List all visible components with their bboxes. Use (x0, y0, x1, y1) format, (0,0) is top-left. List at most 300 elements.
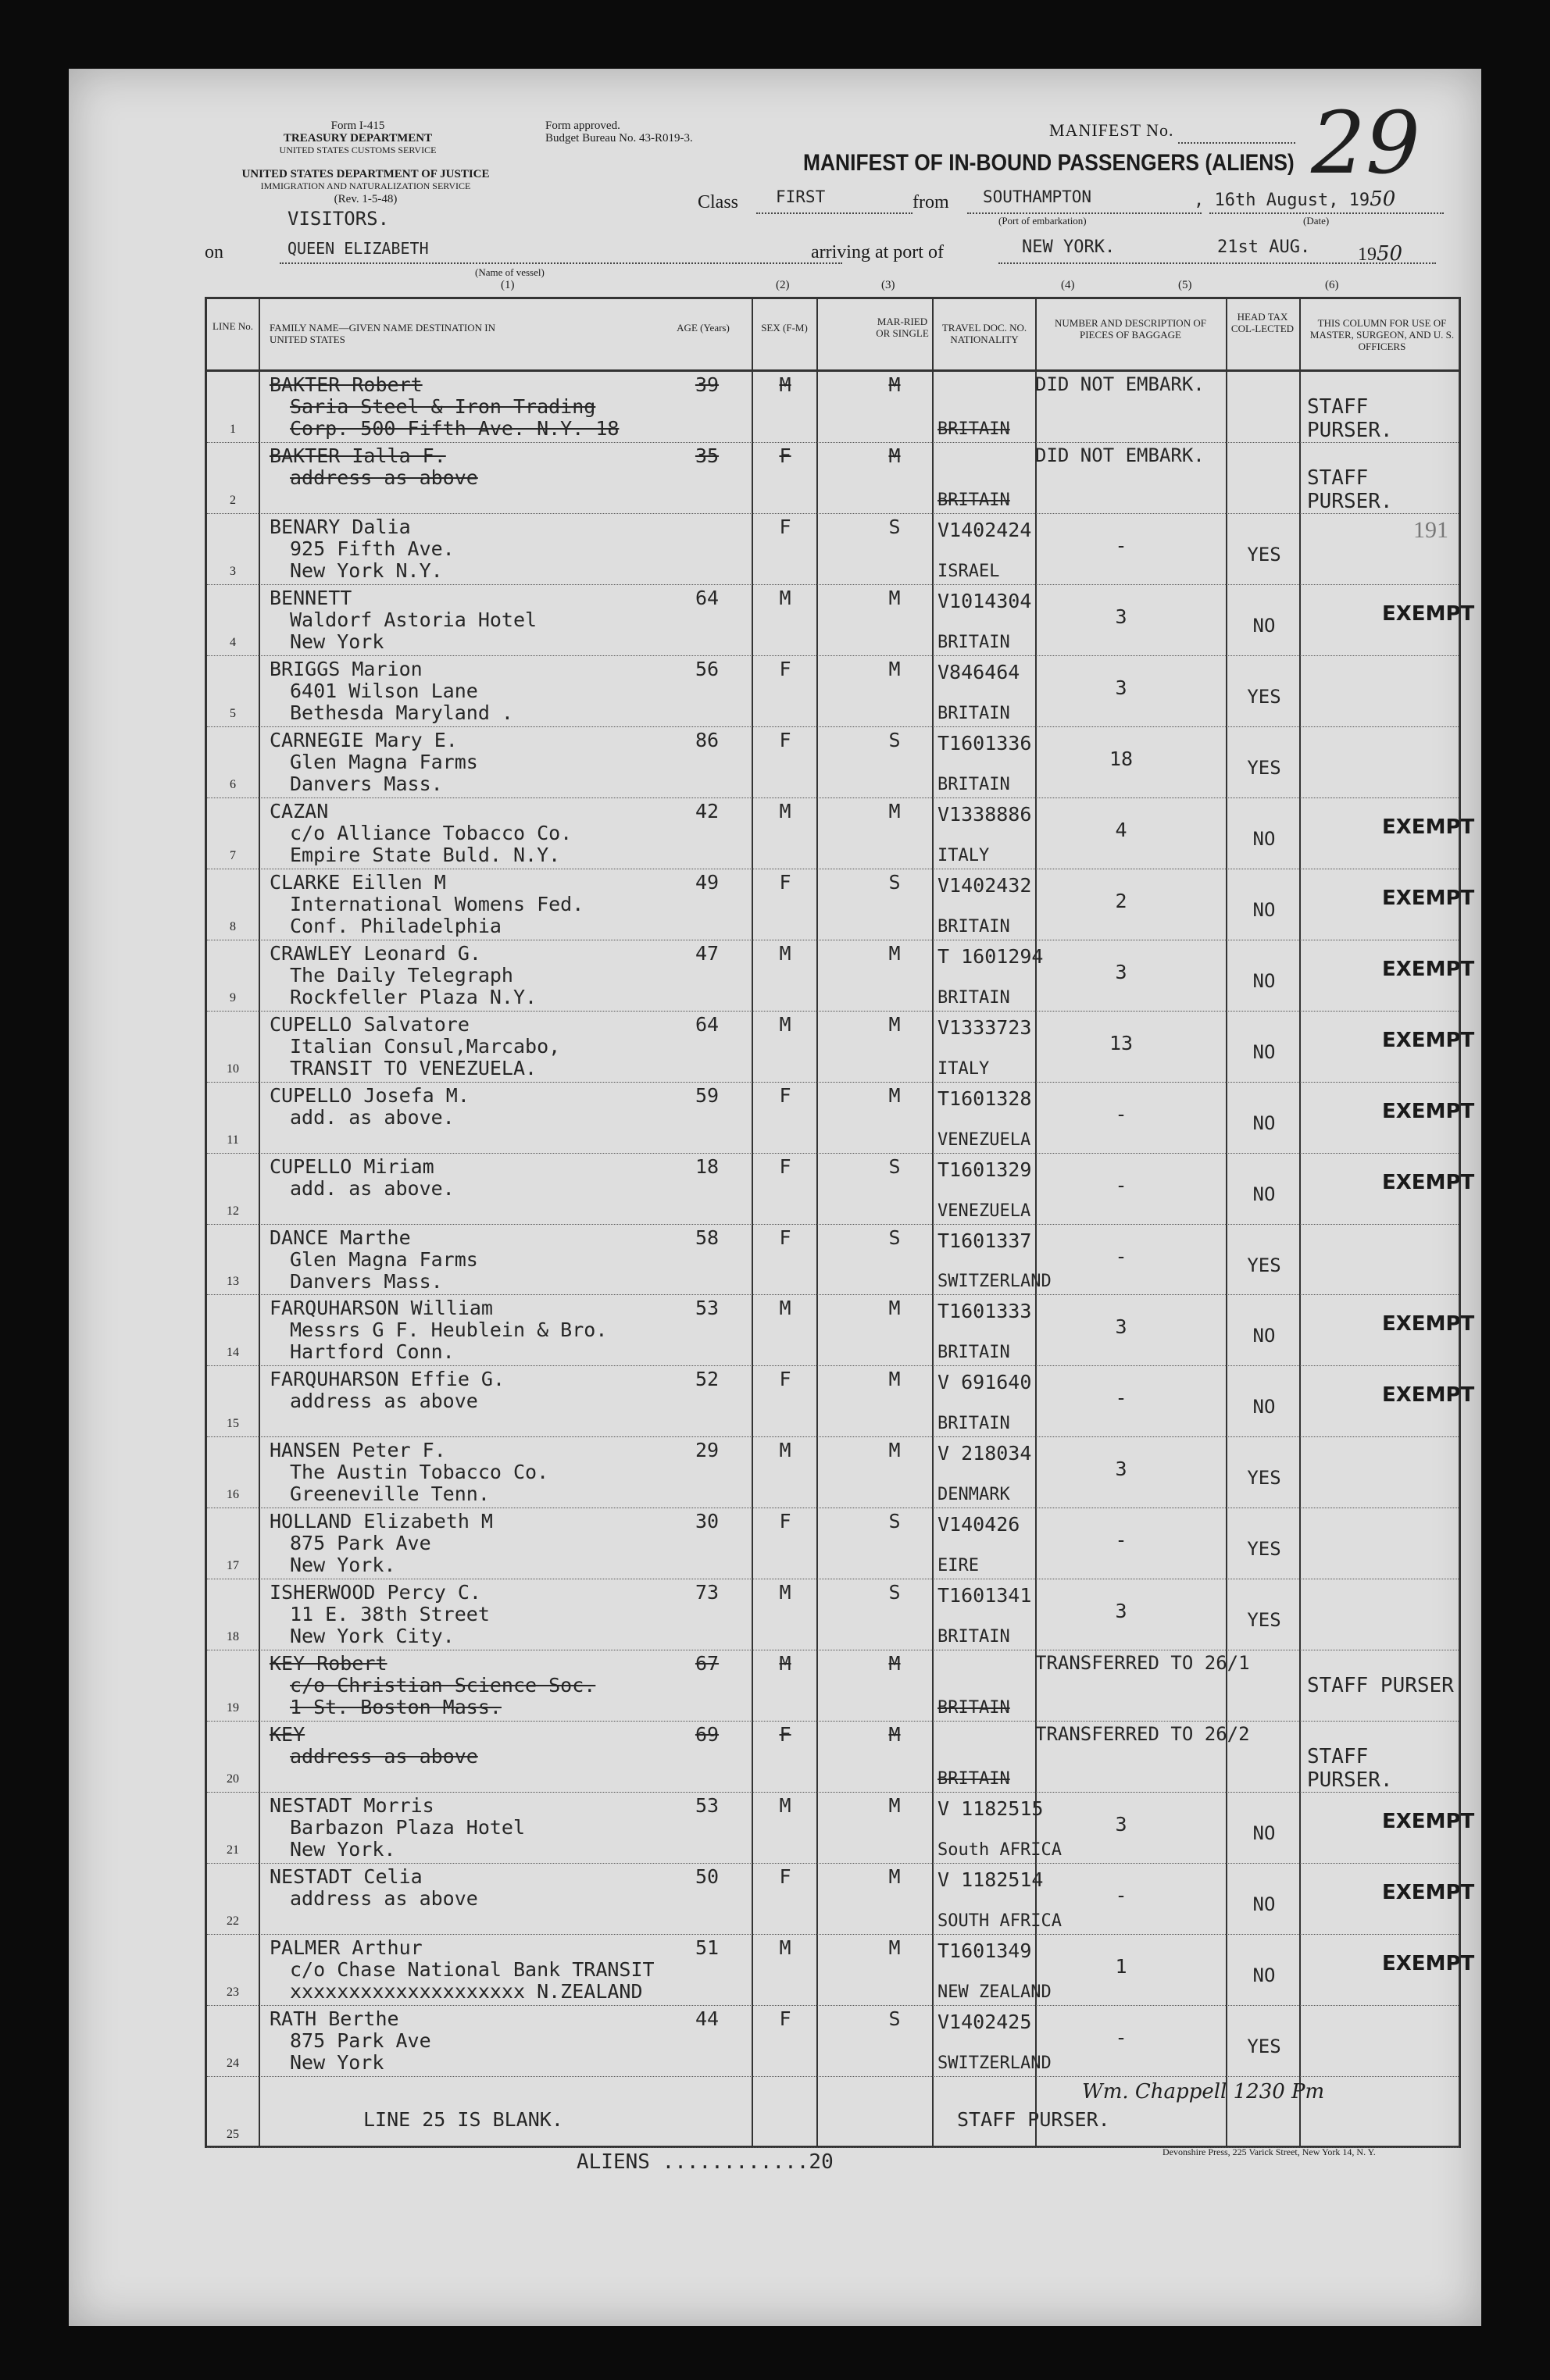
table-row (207, 1722, 1459, 1793)
passenger-name: HANSEN Peter F. (270, 1439, 446, 1462)
destination-line-2: Conf. Philadelphia (290, 914, 502, 937)
marital-status: S (888, 1154, 901, 1178)
class-value: FIRST (776, 187, 826, 206)
table-row (207, 1650, 1459, 1722)
travel-doc-number: V1402432 (938, 873, 1032, 897)
marital-status: M (888, 1865, 901, 1889)
sex: M (779, 1297, 791, 1320)
sex: M (779, 1012, 791, 1036)
passenger-name: BAKTER Ialla F. (270, 444, 446, 467)
age: 30 (695, 1510, 720, 1533)
age: 39 (695, 373, 720, 396)
line-number: 22 (227, 1914, 239, 1929)
officer-note: 191 (1413, 516, 1448, 543)
officer-note: EXEMPT (1382, 1810, 1475, 1834)
col-number-2: (2) (776, 279, 790, 291)
table-row (207, 1366, 1475, 1437)
travel-doc-number: V1402424 (938, 518, 1032, 541)
destination-line-1: Saria Steel & Iron Trading (290, 395, 596, 418)
table-row (207, 1295, 1475, 1366)
age: 59 (695, 1083, 720, 1107)
marital-status: M (888, 586, 901, 609)
header-age: AGE (Years) (677, 322, 730, 334)
officer-note: EXEMPT (1382, 601, 1475, 626)
destination-line-1: Messrs G F. Heublein & Bro. (290, 1318, 608, 1342)
manifest-page (69, 69, 1481, 2326)
head-tax: NO (1252, 614, 1276, 637)
sex: M (779, 941, 791, 965)
age: 29 (695, 1439, 720, 1462)
destination-line-1: address as above (290, 1745, 478, 1768)
head-tax: NO (1252, 1325, 1276, 1347)
baggage: 2 (1115, 889, 1127, 912)
line-number: 13 (227, 1275, 239, 1289)
destination-line-1: 11 E. 38th Street (290, 1603, 490, 1626)
nationality: BRITAIN (938, 703, 1010, 723)
marital-status: M (888, 941, 901, 965)
nationality: NEW ZEALAND (938, 1982, 1052, 2003)
baggage: 3 (1115, 960, 1127, 983)
marital-status: M (888, 1297, 901, 1320)
table-row (207, 1437, 1459, 1508)
age: 56 (695, 657, 720, 680)
from-label: from (912, 192, 949, 212)
on-label: on (205, 242, 223, 262)
line-number: 21 (227, 1843, 239, 1857)
line-number: 25 (227, 2127, 239, 2141)
col-number-3: (3) (881, 279, 895, 291)
head-tax: YES (1247, 1254, 1281, 1276)
nationality: BRITAIN (938, 987, 1010, 1008)
age: 69 (695, 1723, 720, 1747)
destination-line-1: The Austin Tobacco Co. (290, 1461, 549, 1484)
baggage: 1 (1115, 1955, 1127, 1979)
line-number: 4 (230, 635, 236, 649)
col-number-1: (1) (501, 279, 515, 291)
age: 18 (695, 1154, 720, 1178)
passenger-name: CRAWLEY Leonard G. (270, 941, 481, 965)
destination-line-2: Bethesda Maryland . (290, 701, 513, 724)
departure-date: , 16th August, 1950 (1194, 187, 1396, 211)
age: 42 (695, 799, 720, 822)
head-tax: YES (1247, 1467, 1281, 1490)
marital-status: M (888, 1723, 901, 1747)
baggage: 4 (1115, 818, 1127, 841)
inspector-signature-note: Wm. Chappell 1230 Pm (1082, 2080, 1325, 2104)
line-number: 7 (230, 848, 236, 862)
nationality: BRITAIN (938, 1698, 1010, 1718)
travel-doc-number: T1601336 (938, 731, 1032, 755)
nationality: BRITAIN (938, 1343, 1010, 1363)
destination-line-1: address as above (290, 1887, 478, 1911)
head-tax: NO (1252, 827, 1276, 850)
passenger-name: CLARKE Eillen M (270, 870, 446, 894)
sex: F (779, 870, 791, 894)
age: 52 (695, 1368, 720, 1391)
nationality: SWITZERLAND (938, 1272, 1052, 1292)
age: 44 (695, 2007, 720, 2031)
officer-note: STAFF PURSER. (1307, 395, 1393, 442)
manifest-no-label: MANIFEST No. (1049, 120, 1174, 140)
justice-dept: UNITED STATES DEPARTMENT OF JUSTICE (241, 168, 490, 180)
destination-line-1: Glen Magna Farms (290, 750, 478, 773)
customs-service: UNITED STATES CUSTOMS SERVICE (279, 145, 437, 155)
destination-line-1: International Womens Fed. (290, 892, 584, 915)
baggage: - (1115, 1386, 1127, 1410)
destination-line-1: address as above (290, 1390, 478, 1413)
manifest-number: 29 (1311, 93, 1420, 193)
baggage: 3 (1115, 605, 1127, 628)
line-25-blank-note (207, 2077, 1459, 2148)
table-row (207, 1508, 1459, 1579)
travel-doc-number: T 1601294 (938, 944, 1044, 968)
passenger-name: BENNETT (270, 586, 352, 609)
passenger-name: CUPELLO Salvatore (270, 1012, 470, 1036)
age: 50 (695, 1865, 720, 1889)
destination-line-1: Waldorf Astoria Hotel (290, 608, 538, 631)
marital-status: M (888, 1652, 901, 1675)
age: 51 (695, 1936, 720, 1960)
destination-line-2: New York. (290, 1554, 396, 1577)
vessel-caption: (Name of vessel) (475, 266, 545, 278)
passenger-name: ISHERWOOD Percy C. (270, 1581, 481, 1604)
passenger-name: FARQUHARSON William (270, 1297, 493, 1320)
line-number: 17 (227, 1559, 239, 1573)
marital-status: M (888, 373, 901, 396)
marital-status: S (888, 1510, 901, 1533)
printer-credit: Devonshire Press, 225 Varick Street, New York 14, N. Y. (1162, 2146, 1376, 2157)
travel-doc-number: V846464 (938, 660, 1020, 683)
baggage: 3 (1115, 1458, 1127, 1481)
nationality: BRITAIN (938, 1627, 1010, 1647)
line-number: 9 (230, 990, 236, 1004)
destination-line-1: Italian Consul,Marcabo, (290, 1034, 561, 1058)
officer-note: EXEMPT (1382, 1028, 1475, 1052)
sex: F (779, 657, 791, 680)
travel-doc-number: V 218034 (938, 1442, 1032, 1465)
passenger-name: FARQUHARSON Effie G. (270, 1368, 505, 1391)
arrival-port: NEW YORK. (1022, 237, 1116, 257)
destination-line-2: 1 St. Boston Mass. (290, 1696, 502, 1719)
passenger-name: CUPELLO Josefa M. (270, 1083, 470, 1107)
marital-status: M (888, 1012, 901, 1036)
passenger-name: PALMER Arthur (270, 1936, 423, 1960)
class-label: Class (698, 192, 739, 212)
head-tax: YES (1247, 543, 1281, 566)
baggage: - (1115, 533, 1127, 557)
table-row (207, 1012, 1475, 1083)
sex: F (779, 1723, 791, 1747)
treasury-dept: TREASURY DEPARTMENT (283, 132, 433, 145)
nationality: BRITAIN (938, 916, 1010, 937)
nationality: BRITAIN (938, 1769, 1010, 1789)
table-row (207, 585, 1475, 656)
table-row (207, 443, 1459, 514)
line-number: 23 (227, 1986, 239, 2000)
sex: F (779, 1368, 791, 1391)
line-number: 1 (230, 422, 236, 436)
sex: F (779, 1865, 791, 1889)
table-body (207, 372, 1475, 2148)
destination-line-2: New York City. (290, 1625, 455, 1648)
officer-note: EXEMPT (1382, 1099, 1475, 1123)
age: 47 (695, 941, 720, 965)
line-number: 2 (230, 493, 236, 507)
budget-bureau: Budget Bureau No. 43-R019-3. (545, 132, 693, 145)
travel-doc-number: V140426 (938, 1513, 1020, 1536)
line-number: 16 (227, 1488, 239, 1502)
marital-status: S (888, 728, 901, 751)
travel-doc-number: T1601329 (938, 1158, 1032, 1181)
head-tax: NO (1252, 1396, 1276, 1418)
nationality: BRITAIN (938, 490, 1010, 510)
travel-doc-number: T1601349 (938, 1939, 1032, 1963)
marital-status: M (888, 1368, 901, 1391)
col-number-4: (4) (1061, 279, 1075, 291)
passenger-name: BENARY Dalia (270, 515, 411, 538)
destination-line-2: Danvers Mass. (290, 1269, 443, 1293)
passenger-name: KEY (270, 1723, 305, 1747)
passenger-name: CAZAN (270, 799, 329, 822)
nationality: SOUTH AFRICA (938, 1911, 1062, 1932)
age: 53 (695, 1794, 720, 1818)
passenger-name: NESTADT Morris (270, 1794, 434, 1818)
destination-line-2: Hartford Conn. (290, 1340, 455, 1364)
passenger-name: RATH Berthe (270, 2007, 399, 2031)
nationality: ITALY (938, 845, 990, 865)
passenger-name: DANCE Marthe (270, 1226, 411, 1249)
marital-status: S (888, 1581, 901, 1604)
officer-note: EXEMPT (1382, 1383, 1475, 1408)
destination-line-1: 875 Park Ave (290, 2029, 431, 2053)
destination-line-2: Danvers Mass. (290, 772, 443, 795)
line-25-purser: STAFF PURSER. (957, 2108, 1110, 2132)
marital-status: M (888, 657, 901, 680)
table-row (207, 2006, 1459, 2077)
sex: F (779, 515, 791, 538)
nationality: South AFRICA (938, 1840, 1062, 1861)
sex: F (779, 1083, 791, 1107)
passenger-name: HOLLAND Elizabeth M (270, 1510, 493, 1533)
line-number: 18 (227, 1630, 239, 1644)
passenger-name: BAKTER Robert (270, 373, 423, 396)
aliens-total: ALIENS ............20 (577, 2150, 834, 2174)
baggage: - (1115, 1529, 1127, 1552)
line-number: 15 (227, 1417, 239, 1431)
travel-doc-number: V 1182514 (938, 1868, 1044, 1892)
baggage: TRANSFERRED TO 26/1 (1035, 1652, 1250, 1675)
destination-line-1: c/o Alliance Tobacco Co. (290, 821, 573, 844)
destination-line-1: address as above (290, 466, 478, 489)
baggage: 3 (1115, 1315, 1127, 1339)
date-caption: (Date) (1303, 215, 1330, 227)
marital-status: M (888, 799, 901, 822)
age: 53 (695, 1297, 720, 1320)
age: 49 (695, 870, 720, 894)
marital-status: S (888, 2007, 901, 2031)
table-row (207, 372, 1459, 443)
head-tax: NO (1252, 1111, 1276, 1134)
age: 67 (695, 1652, 720, 1675)
head-tax: NO (1252, 969, 1276, 992)
arrival-date: 21st AUG. (1217, 237, 1311, 257)
col-number-5: (5) (1178, 279, 1192, 291)
table-row (207, 727, 1459, 798)
table-row (207, 798, 1475, 869)
passenger-name: CUPELLO Miriam (270, 1154, 434, 1178)
age: 73 (695, 1581, 720, 1604)
sex: M (779, 1652, 791, 1675)
table-row (207, 1154, 1475, 1225)
baggage: - (1115, 1884, 1127, 1907)
age: 35 (695, 444, 720, 467)
line-number: 6 (230, 777, 236, 791)
destination-line-2: New York (290, 2051, 384, 2075)
travel-doc-number: T1601333 (938, 1300, 1032, 1323)
age: 64 (695, 1012, 720, 1036)
head-tax: YES (1247, 1538, 1281, 1561)
line-number: 10 (227, 1062, 239, 1076)
baggage: 3 (1115, 1813, 1127, 1836)
baggage: DID NOT EMBARK. (1035, 444, 1205, 466)
header-married: MAR-RIED OR SINGLE (876, 316, 929, 339)
marital-status: M (888, 1794, 901, 1818)
line-number: 14 (227, 1346, 239, 1360)
nationality: SWITZERLAND (938, 2054, 1052, 2074)
marital-status: M (888, 1439, 901, 1462)
head-tax: YES (1247, 1609, 1281, 1632)
arriving-label: arriving at port of (811, 242, 944, 262)
visitors-label: VISITORS. (288, 208, 390, 230)
line-number: 5 (230, 706, 236, 720)
marital-status: S (888, 1226, 901, 1249)
officer-note: EXEMPT (1382, 1952, 1475, 1976)
passenger-name: CARNEGIE Mary E. (270, 728, 458, 751)
destination-line-1: add. as above. (290, 1176, 455, 1200)
sex: M (779, 1581, 791, 1604)
nationality: VENEZUELA (938, 1201, 1031, 1221)
destination-line-2: Greeneville Tenn. (290, 1483, 490, 1506)
travel-doc-number: V1014304 (938, 589, 1032, 612)
officer-note: EXEMPT (1382, 1881, 1475, 1905)
officer-note: EXEMPT (1382, 1312, 1475, 1336)
table-row (207, 656, 1459, 727)
line-number: 3 (230, 564, 236, 578)
travel-doc-number: T1601341 (938, 1584, 1032, 1607)
baggage: - (1115, 2026, 1127, 2050)
baggage: 18 (1109, 747, 1134, 770)
destination-line-1: Glen Magna Farms (290, 1247, 478, 1271)
destination-line-1: c/o Christian Science Soc. (290, 1674, 596, 1697)
nationality: BRITAIN (938, 419, 1010, 439)
head-tax: YES (1247, 685, 1281, 708)
passenger-name: KEY Robert (270, 1652, 388, 1675)
baggage: DID NOT EMBARK. (1035, 373, 1205, 395)
officer-note: EXEMPT (1382, 957, 1475, 981)
sex: M (779, 1794, 791, 1818)
page-title: MANIFEST OF IN-BOUND PASSENGERS (ALIENS) (803, 150, 1295, 176)
baggage: - (1115, 1102, 1127, 1126)
sex: F (779, 1226, 791, 1249)
passenger-name: BRIGGS Marion (270, 657, 423, 680)
destination-line-2: xxxxxxxxxxxxxxxxxxxx N.ZEALAND (290, 1980, 643, 2004)
table-row (207, 514, 1459, 585)
sex: M (779, 373, 791, 396)
head-tax: NO (1252, 898, 1276, 921)
baggage: 3 (1115, 1600, 1127, 1623)
travel-doc-number: V1402425 (938, 2011, 1032, 2034)
col-number-6: (6) (1325, 279, 1339, 291)
nationality: EIRE (938, 1556, 979, 1576)
travel-doc-number: V 1182515 (938, 1797, 1044, 1821)
arrival-year: 1950 (1358, 242, 1403, 266)
header-head-tax: HEAD TAX COL-LECTED (1230, 311, 1295, 334)
destination-line-1: 875 Park Ave (290, 1532, 431, 1555)
header-travel-doc: TRAVEL DOC. NO. NATIONALITY (941, 322, 1027, 345)
travel-doc-number: T1601337 (938, 1229, 1032, 1252)
head-tax: NO (1252, 1893, 1276, 1916)
marital-status: M (888, 444, 901, 467)
destination-line-1: c/o Chase National Bank TRANSIT (290, 1958, 655, 1982)
table-row (207, 940, 1475, 1012)
baggage: TRANSFERRED TO 26/2 (1035, 1723, 1250, 1746)
form-number: Form I-415 (330, 120, 385, 132)
destination-line-1: The Daily Telegraph (290, 963, 513, 987)
line-number: 12 (227, 1204, 239, 1218)
head-tax: YES (1247, 756, 1281, 779)
baggage: - (1115, 1173, 1127, 1197)
officer-note: STAFF PURSER (1307, 1674, 1454, 1698)
travel-doc-number: V1338886 (938, 802, 1032, 826)
line-number: 11 (227, 1133, 239, 1147)
marital-status: S (888, 870, 901, 894)
officer-note: EXEMPT (1382, 815, 1475, 839)
nationality: BRITAIN (938, 632, 1010, 652)
table-row (207, 1083, 1475, 1154)
sex: F (779, 1154, 791, 1178)
sex: F (779, 728, 791, 751)
head-tax: NO (1252, 1964, 1276, 1987)
table-row (207, 1579, 1459, 1650)
destination-line-2: New York N.Y. (290, 558, 443, 582)
sex: M (779, 586, 791, 609)
age: 64 (695, 586, 720, 609)
destination-line-1: Barbazon Plaza Hotel (290, 1816, 526, 1839)
embarkation-caption: (Port of embarkation) (998, 215, 1087, 227)
vessel-name: QUEEN ELIZABETH (288, 239, 429, 258)
header-name: FAMILY NAME—GIVEN NAME DESTINATION IN UNITED STATES (270, 322, 496, 345)
destination-line-2: New York (290, 630, 384, 653)
destination-line-2: Corp. 500 Fifth Ave. N.Y. 18 (290, 417, 620, 440)
baggage: - (1115, 1244, 1127, 1268)
form-approved: Form approved. (545, 120, 620, 132)
sex: M (779, 799, 791, 822)
departure-year: 50 (1370, 187, 1396, 211)
destination-line-2: Rockfeller Plaza N.Y. (290, 985, 538, 1008)
nationality: ISRAEL (938, 561, 1000, 581)
destination-line-1: add. as above. (290, 1105, 455, 1129)
table-row (207, 869, 1475, 940)
baggage: 13 (1109, 1031, 1134, 1054)
officer-note: STAFF PURSER. (1307, 1745, 1393, 1793)
nationality: BRITAIN (938, 774, 1010, 794)
officer-note: EXEMPT (1382, 886, 1475, 910)
age: 86 (695, 728, 720, 751)
revision: (Rev. 1-5-48) (334, 193, 398, 205)
officer-note: STAFF PURSER. (1307, 466, 1393, 513)
head-tax: NO (1252, 1183, 1276, 1205)
header-baggage: NUMBER AND DESCRIPTION OF PIECES OF BAGGAGE (1055, 317, 1206, 341)
